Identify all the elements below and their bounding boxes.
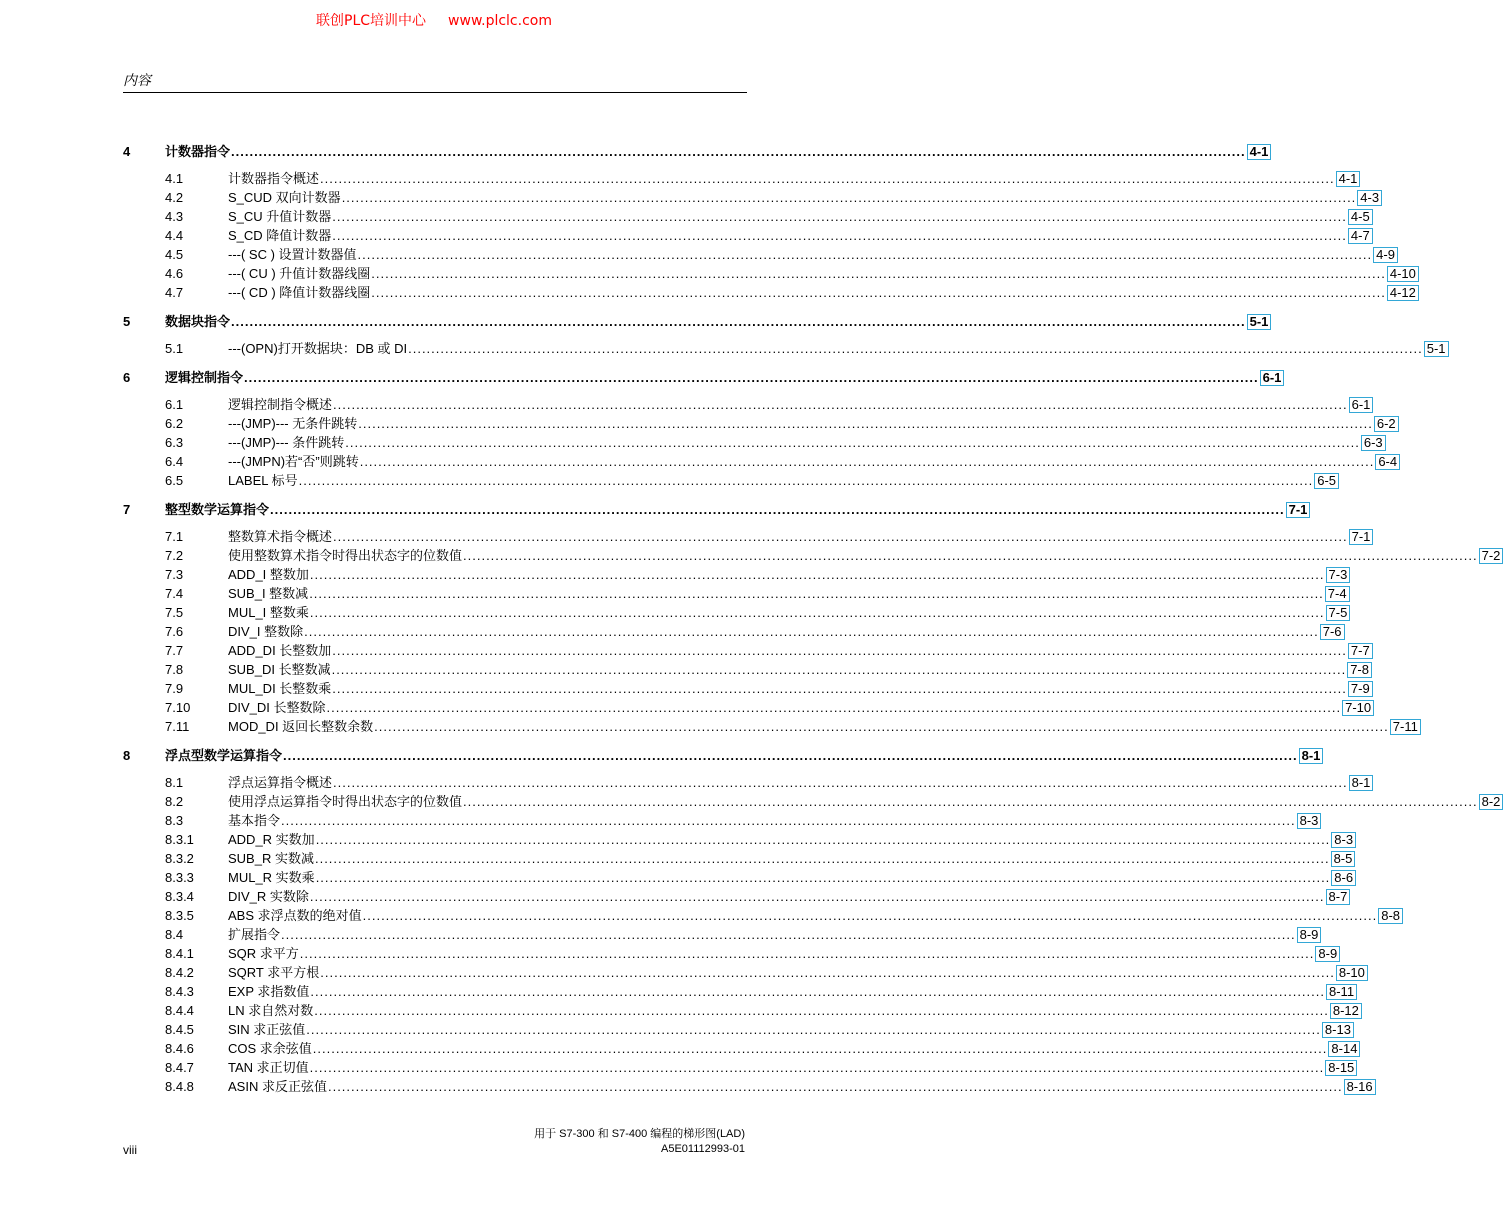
toc-entry-number: 6 — [123, 370, 131, 385]
toc-entry-title[interactable]: SIN 求正弦值 — [228, 1022, 306, 1037]
toc-entry-title[interactable]: ASIN 求反正弦值 — [228, 1079, 327, 1094]
toc-entry-number: 8.4.1 — [165, 946, 194, 961]
toc-page-link[interactable]: 8-5 — [1331, 851, 1356, 867]
toc-entry-line — [165, 501, 1308, 518]
toc-leader-dots: ............................................................................................................................................................................................................................ — [463, 548, 1478, 563]
toc-entry-number: 8.4.3 — [165, 984, 194, 999]
toc-entry-title[interactable]: EXP 求指数值 — [228, 984, 310, 999]
toc-chapter-row[interactable] — [0, 369, 1282, 386]
toc-section-row[interactable] — [0, 1021, 1351, 1038]
toc-section-row[interactable] — [0, 604, 1348, 621]
toc-entry-title[interactable]: ADD_I 整数加 — [228, 567, 309, 582]
toc-entry-title[interactable]: ---(OPN)打开数据块：DB 或 DI — [228, 341, 408, 356]
toc-page-link[interactable]: 7-5 — [1326, 605, 1351, 621]
toc-page-link[interactable]: 8-6 — [1331, 870, 1356, 886]
toc-entry-title[interactable]: ADD_R 实数加 — [228, 832, 315, 847]
toc-entry-line — [228, 1059, 1355, 1076]
toc-section-row[interactable] — [0, 396, 1371, 413]
toc-entry-line — [228, 812, 1319, 829]
toc-entry-number: 4 — [123, 144, 131, 159]
toc-leader-dots: ............................................................................................................................................................................................................................ — [374, 719, 1389, 734]
toc-leader-dots: ............................................................................................................................................................................................................................ — [463, 794, 1478, 809]
toc-entry-number: 6.3 — [165, 435, 184, 450]
toc-entry-title[interactable]: 数据块指令 — [165, 314, 231, 329]
toc-leader-dots: ............................................................................................................................................................................................................................ — [315, 870, 1331, 885]
toc-entry-number: 7.9 — [165, 681, 184, 696]
toc-entry-title[interactable]: S_CU 升值计数器 — [228, 209, 332, 224]
toc-page-link[interactable]: 4-12 — [1387, 285, 1419, 301]
toc-leader-dots: ............................................................................................................................................................................................................................ — [331, 662, 1347, 677]
toc-page-link[interactable]: 4-1 — [1336, 171, 1361, 187]
toc-page-link[interactable]: 8-12 — [1330, 1003, 1362, 1019]
toc-entry-title[interactable]: ---(JMP)--- 条件跳转 — [228, 435, 345, 450]
toc-entry-number: 4.2 — [165, 190, 184, 205]
toc-entry-line — [228, 208, 1370, 225]
toc-section-row[interactable] — [0, 793, 1501, 810]
toc-section-row[interactable] — [0, 284, 1416, 301]
toc-entry-title[interactable]: SQRT 求平方根 — [228, 965, 320, 980]
toc-entry-number: 7.5 — [165, 605, 184, 620]
toc-leader-dots: ............................................................................................................................................................................................................................ — [310, 984, 1325, 999]
toc-leader-dots: ............................................................................................................................................................................................................................ — [359, 454, 1375, 469]
toc-page-link[interactable]: 4-9 — [1373, 247, 1398, 263]
toc-entry-number: 7.8 — [165, 662, 184, 677]
toc-entry-line — [228, 774, 1371, 791]
toc-page-link[interactable]: 5-1 — [1424, 341, 1449, 357]
toc-page-link[interactable]: 8-15 — [1325, 1060, 1357, 1076]
toc-section-row[interactable] — [0, 585, 1347, 602]
toc-entry-title[interactable]: MUL_I 整数乘 — [228, 605, 309, 620]
toc-entry-number: 7.2 — [165, 548, 184, 563]
toc-page-link[interactable]: 6-1 — [1349, 397, 1374, 413]
toc-entry-line — [228, 983, 1355, 1000]
toc-entry-line — [228, 434, 1383, 451]
footer-book-title: 用于 S7-300 和 S7-400 编程的梯形图(LAD) — [534, 1128, 745, 1140]
toc-section-row[interactable] — [0, 1002, 1359, 1019]
toc-page-link[interactable]: 7-2 — [1479, 548, 1503, 564]
toc-entry-number: 7.4 — [165, 586, 184, 601]
toc-page-link[interactable]: 4-7 — [1348, 228, 1373, 244]
toc-entry-number: 7 — [123, 502, 131, 517]
toc-leader-dots: ............................................................................................................................................................................................................................ — [270, 502, 1285, 517]
toc-section-row[interactable] — [0, 528, 1371, 545]
toc-entry-number: 8.3 — [165, 813, 184, 828]
toc-section-row[interactable] — [0, 774, 1371, 791]
toc-section-row[interactable] — [0, 472, 1337, 489]
toc-page-link[interactable]: 7-9 — [1348, 681, 1373, 697]
toc-section-row[interactable] — [0, 642, 1370, 659]
toc-entry-line — [228, 1002, 1359, 1019]
toc-entry-line — [228, 926, 1319, 943]
toc-page-link[interactable]: 8-9 — [1315, 946, 1340, 962]
toc-section-row[interactable] — [0, 907, 1401, 924]
toc-page-link[interactable]: 6-3 — [1361, 435, 1386, 451]
toc-entry-title[interactable]: MUL_R 实数乘 — [228, 870, 315, 885]
toc-leader-dots: ............................................................................................................................................................................................................................ — [231, 314, 1246, 329]
toc-entry-title[interactable]: 整型数学运算指令 — [165, 502, 270, 517]
toc-leader-dots: ............................................................................................................................................................................................................................ — [281, 927, 1296, 942]
toc-entry-number: 8.4.4 — [165, 1003, 194, 1018]
toc-entry-title[interactable]: SUB_DI 长整数减 — [228, 662, 331, 677]
toc-entry-title[interactable]: ABS 求浮点数的绝对值 — [228, 908, 362, 923]
toc-leader-dots: ............................................................................................................................................................................................................................ — [231, 144, 1246, 159]
footer-page-number: viii — [123, 1143, 137, 1157]
footer-doc-number: A5E01112993-01 — [661, 1143, 745, 1155]
toc-leader-dots: ............................................................................................................................................................................................................................ — [309, 889, 1325, 904]
watermark-name: 联创PLC培训中心 — [316, 13, 427, 29]
toc-entry-line — [228, 604, 1348, 621]
toc-entry-number: 4.3 — [165, 209, 184, 224]
toc-entry-number: 8.3.3 — [165, 870, 194, 885]
toc-entry-number: 8.4.2 — [165, 965, 194, 980]
toc-section-row[interactable] — [0, 699, 1372, 716]
toc-page-link[interactable]: 7-6 — [1320, 624, 1345, 640]
toc-entry-line — [228, 680, 1370, 697]
toc-entry-number: 6.4 — [165, 454, 184, 469]
toc-entry-line — [228, 189, 1380, 206]
toc-section-row[interactable] — [0, 623, 1342, 640]
toc-section-row[interactable] — [0, 812, 1319, 829]
toc-entry-number: 7.3 — [165, 567, 184, 582]
toc-chapter-row[interactable] — [0, 313, 1269, 330]
toc-section-row[interactable] — [0, 680, 1370, 697]
toc-page-link[interactable]: 8-14 — [1328, 1041, 1360, 1057]
toc-page-link[interactable]: 8-11 — [1326, 984, 1357, 1000]
toc-entry-line — [228, 793, 1501, 810]
toc-entry-line — [228, 528, 1371, 545]
toc-leader-dots: ............................................................................................................................................................................................................................ — [283, 748, 1298, 763]
toc-entry-number: 8.4.5 — [165, 1022, 194, 1037]
toc-section-row[interactable] — [0, 926, 1319, 943]
toc-entry-title[interactable]: 浮点型数学运算指令 — [165, 748, 283, 763]
toc-entry-number: 7.11 — [165, 719, 190, 734]
toc-leader-dots: ............................................................................................................................................................................................................................ — [298, 473, 1314, 488]
toc-entry-number: 5 — [123, 314, 131, 329]
toc-entry-title[interactable]: 使用浮点运算指令时得出状态字的位数值 — [228, 794, 463, 809]
toc-page-link[interactable]: 8-2 — [1479, 794, 1503, 810]
toc-leader-dots: ............................................................................................................................................................................................................................ — [333, 397, 1348, 412]
toc-page-link[interactable]: 8-3 — [1297, 813, 1322, 829]
toc-section-row[interactable] — [0, 1059, 1355, 1076]
toc-section-row[interactable] — [0, 945, 1338, 962]
toc-section-row[interactable] — [0, 718, 1418, 735]
toc-entry-title[interactable]: MUL_DI 长整数乘 — [228, 681, 332, 696]
toc-entry-number: 4.7 — [165, 285, 184, 300]
toc-section-row[interactable] — [0, 227, 1370, 244]
toc-entry-number: 8.2 — [165, 794, 184, 809]
toc-leader-dots: ............................................................................................................................................................................................................................ — [371, 285, 1386, 300]
toc-section-row[interactable] — [0, 831, 1354, 848]
toc-entry-title[interactable]: 逻辑控制指令 — [165, 370, 244, 385]
toc-leader-dots: ............................................................................................................................................................................................................................ — [333, 775, 1348, 790]
toc-entry-title[interactable]: 使用整数算术指令时得出状态字的位数值 — [228, 548, 463, 563]
toc-entry-number: 6.5 — [165, 473, 184, 488]
toc-entry-line — [228, 1040, 1358, 1057]
toc-leader-dots: ............................................................................................................................................................................................................................ — [332, 228, 1347, 243]
toc-entry-title[interactable]: LABEL 标号 — [228, 473, 298, 488]
toc-entry-title[interactable]: SUB_R 实数减 — [228, 851, 314, 866]
toc-section-row[interactable] — [0, 265, 1416, 282]
toc-leader-dots: ............................................................................................................................................................................................................................ — [327, 1079, 1343, 1094]
toc-entry-line — [228, 1021, 1351, 1038]
toc-section-row[interactable] — [0, 189, 1380, 206]
toc-leader-dots: ............................................................................................................................................................................................................................ — [371, 266, 1386, 281]
toc-entry-title[interactable]: 扩展指令 — [228, 927, 281, 942]
toc-section-row[interactable] — [0, 208, 1370, 225]
toc-section-row[interactable] — [0, 453, 1398, 470]
toc-section-row[interactable] — [0, 415, 1396, 432]
toc-page-link[interactable]: 7-1 — [1286, 502, 1311, 518]
toc-page-link[interactable]: 7-3 — [1326, 567, 1351, 583]
toc-entry-line — [228, 888, 1348, 905]
toc-entry-line — [228, 547, 1501, 564]
toc-page-link[interactable]: 8-9 — [1297, 927, 1322, 943]
toc-section-row[interactable] — [0, 888, 1348, 905]
toc-entry-number: 8.4.7 — [165, 1060, 194, 1075]
toc-entry-line — [228, 585, 1347, 602]
toc-section-row[interactable] — [0, 1078, 1373, 1095]
toc-entry-title[interactable]: SQR 求平方 — [228, 946, 299, 961]
toc-section-row[interactable] — [0, 850, 1353, 867]
toc-chapter-row[interactable] — [0, 747, 1321, 764]
toc-leader-dots: ............................................................................................................................................................................................................................ — [408, 341, 1423, 356]
toc-leader-dots: ............................................................................................................................................................................................................................ — [314, 1003, 1329, 1018]
toc-leader-dots: ............................................................................................................................................................................................................................ — [320, 171, 1335, 186]
toc-page-link[interactable]: 8-8 — [1378, 908, 1403, 924]
toc-entry-line — [228, 850, 1353, 867]
toc-leader-dots: ............................................................................................................................................................................................................................ — [332, 681, 1347, 696]
toc-entry-line — [228, 623, 1342, 640]
toc-chapter-row[interactable] — [0, 143, 1269, 160]
toc-page-link[interactable]: 4-3 — [1357, 190, 1382, 206]
toc-section-row[interactable] — [0, 661, 1369, 678]
toc-section-row[interactable] — [0, 246, 1395, 263]
toc-entry-line — [228, 265, 1416, 282]
toc-entry-number: 8.4 — [165, 927, 184, 942]
toc-entry-title[interactable]: DIV_DI 长整数除 — [228, 700, 326, 715]
toc-section-row[interactable] — [0, 983, 1355, 1000]
toc-entry-number: 7.6 — [165, 624, 184, 639]
toc-entry-line — [228, 699, 1372, 716]
toc-entry-title[interactable]: MOD_DI 返回长整数余数 — [228, 719, 374, 734]
toc-entry-line — [165, 747, 1321, 764]
toc-page-link[interactable]: 4-1 — [1247, 144, 1272, 160]
toc-entry-line — [228, 340, 1446, 357]
toc-entry-number: 4.4 — [165, 228, 184, 243]
toc-entry-line — [228, 246, 1395, 263]
toc-entry-title[interactable]: DIV_R 实数除 — [228, 889, 309, 904]
toc-entry-line — [228, 227, 1370, 244]
toc-entry-title[interactable]: COS 求余弦值 — [228, 1041, 312, 1056]
toc-entry-line — [228, 907, 1401, 924]
page-header-title: 内容 — [123, 73, 151, 89]
toc-entry-title[interactable]: ADD_DI 长整数加 — [228, 643, 332, 658]
toc-entry-title[interactable]: 计数器指令 — [165, 144, 231, 159]
toc-leader-dots: ............................................................................................................................................................................................................................ — [312, 1041, 1328, 1056]
toc-page-link[interactable]: 8-7 — [1326, 889, 1351, 905]
toc-leader-dots: ............................................................................................................................................................................................................................ — [341, 190, 1357, 205]
toc-leader-dots: ............................................................................................................................................................................................................................ — [358, 416, 1373, 431]
toc-page-link[interactable]: 8-1 — [1299, 748, 1324, 764]
toc-chapter-row[interactable] — [0, 501, 1308, 518]
toc-entry-line — [228, 661, 1369, 678]
toc-entry-line — [228, 453, 1398, 470]
toc-section-row[interactable] — [0, 869, 1354, 886]
toc-leader-dots: ............................................................................................................................................................................................................................ — [326, 700, 1342, 715]
toc-leader-dots: ............................................................................................................................................................................................................................ — [357, 247, 1373, 262]
toc-leader-dots: ............................................................................................................................................................................................................................ — [244, 370, 1259, 385]
toc-entry-line — [228, 415, 1396, 432]
toc-leader-dots: ............................................................................................................................................................................................................................ — [333, 529, 1348, 544]
toc-entry-title[interactable]: 计数器指令概述 — [228, 171, 320, 186]
toc-entry-number: 5.1 — [165, 341, 184, 356]
toc-entry-title[interactable]: ---( CD ) 降值计数器线圈 — [228, 285, 371, 300]
toc-entry-number: 6.1 — [165, 397, 184, 412]
toc-section-row[interactable] — [0, 566, 1348, 583]
watermark-url[interactable]: www.plclc.com — [448, 13, 552, 29]
toc-entry-line — [228, 642, 1370, 659]
toc-leader-dots: ............................................................................................................................................................................................................................ — [299, 946, 1315, 961]
toc-page-link[interactable]: 4-10 — [1387, 266, 1419, 282]
toc-leader-dots: ............................................................................................................................................................................................................................ — [309, 605, 1325, 620]
toc-page-link[interactable]: 8-13 — [1322, 1022, 1354, 1038]
toc-entry-number: 8.4.6 — [165, 1041, 194, 1056]
toc-leader-dots: ............................................................................................................................................................................................................................ — [281, 813, 1296, 828]
toc-entry-number: 7.1 — [165, 529, 184, 544]
toc-page-link[interactable]: 7-7 — [1348, 643, 1373, 659]
toc-entry-line — [165, 313, 1269, 330]
toc-entry-title[interactable]: SUB_I 整数减 — [228, 586, 309, 601]
toc-page-link[interactable]: 6-4 — [1375, 454, 1400, 470]
toc-entry-title[interactable]: DIV_I 整数除 — [228, 624, 304, 639]
toc-entry-line — [165, 369, 1282, 386]
toc-page-link[interactable]: 4-5 — [1348, 209, 1373, 225]
toc-entry-line — [228, 1078, 1373, 1095]
toc-entry-number: 7.7 — [165, 643, 184, 658]
header-divider — [123, 92, 747, 93]
toc-entry-line — [228, 831, 1354, 848]
toc-page-link[interactable]: 7-8 — [1347, 662, 1372, 678]
toc-entry-line — [228, 718, 1418, 735]
toc-entry-title[interactable]: ---(JMP)--- 无条件跳转 — [228, 416, 358, 431]
toc-leader-dots: ............................................................................................................................................................................................................................ — [320, 965, 1335, 980]
toc-entry-number: 4.1 — [165, 171, 184, 186]
toc-entry-title[interactable]: ---( CU ) 升值计数器线圈 — [228, 266, 371, 281]
toc-entry-title[interactable]: LN 求自然对数 — [228, 1003, 314, 1018]
toc-leader-dots: ............................................................................................................................................................................................................................ — [345, 435, 1360, 450]
toc-entry-number: 4.5 — [165, 247, 184, 262]
toc-section-row[interactable] — [0, 340, 1446, 357]
toc-entry-title[interactable]: 整数算术指令概述 — [228, 529, 333, 544]
toc-entry-line — [228, 284, 1416, 301]
toc-entry-line — [165, 143, 1269, 160]
toc-entry-line — [228, 964, 1365, 981]
toc-section-row[interactable] — [0, 547, 1501, 564]
toc-leader-dots: ............................................................................................................................................................................................................................ — [309, 1060, 1325, 1075]
toc-section-row[interactable] — [0, 964, 1365, 981]
toc-entry-title[interactable]: 浮点运算指令概述 — [228, 775, 333, 790]
toc-page-link[interactable]: 7-1 — [1349, 529, 1374, 545]
toc-entry-line — [228, 566, 1348, 583]
toc-entry-number: 8.1 — [165, 775, 184, 790]
toc-entry-number: 8.4.8 — [165, 1079, 194, 1094]
toc-entry-title[interactable]: ---(JMPN)若“否”则跳转 — [228, 454, 359, 469]
toc-leader-dots: ............................................................................................................................................................................................................................ — [332, 643, 1347, 658]
toc-leader-dots: ............................................................................................................................................................................................................................ — [362, 908, 1378, 923]
toc-page-link[interactable]: 6-2 — [1374, 416, 1399, 432]
toc-leader-dots: ............................................................................................................................................................................................................................ — [306, 1022, 1321, 1037]
toc-page-link[interactable]: 8-16 — [1344, 1079, 1376, 1095]
watermark — [0, 10, 868, 30]
toc-leader-dots: ............................................................................................................................................................................................................................ — [332, 209, 1347, 224]
toc-entry-line — [228, 170, 1358, 187]
toc-entry-number: 7.10 — [165, 700, 191, 715]
toc-entry-title[interactable]: S_CUD 双向计数器 — [228, 190, 341, 205]
toc-entry-number: 6.2 — [165, 416, 184, 431]
toc-leader-dots: ............................................................................................................................................................................................................................ — [309, 567, 1325, 582]
toc-entry-number: 8 — [123, 748, 131, 763]
toc-entry-line — [228, 472, 1337, 489]
toc-entry-title[interactable]: 基本指令 — [228, 813, 281, 828]
toc-page-link[interactable]: 5-1 — [1247, 314, 1272, 330]
toc-leader-dots: ............................................................................................................................................................................................................................ — [315, 832, 1331, 847]
toc-entry-line — [228, 869, 1354, 886]
toc-entry-title[interactable]: 逻辑控制指令概述 — [228, 397, 333, 412]
toc-entry-line — [228, 396, 1371, 413]
toc-entry-number: 8.3.4 — [165, 889, 194, 904]
toc-page-link[interactable]: 8-10 — [1336, 965, 1368, 981]
toc-page-link[interactable]: 7-10 — [1342, 700, 1374, 716]
toc-section-row[interactable] — [0, 434, 1383, 451]
toc-section-row[interactable] — [0, 1040, 1358, 1057]
toc-entry-number: 8.3.1 — [165, 832, 194, 847]
toc-entry-number: 8.3.2 — [165, 851, 194, 866]
toc-entry-number: 8.3.5 — [165, 908, 194, 923]
toc-entry-title[interactable]: ---( SC ) 设置计数器值 — [228, 247, 357, 262]
toc-page-link[interactable]: 8-1 — [1349, 775, 1374, 791]
toc-page-link[interactable]: 7-4 — [1325, 586, 1350, 602]
toc-leader-dots: ............................................................................................................................................................................................................................ — [314, 851, 1330, 866]
toc-leader-dots: ............................................................................................................................................................................................................................ — [309, 586, 1324, 601]
toc-leader-dots: ............................................................................................................................................................................................................................ — [304, 624, 1319, 639]
toc-page-link[interactable]: 6-5 — [1314, 473, 1339, 489]
toc-page-link[interactable]: 8-3 — [1331, 832, 1356, 848]
toc-entry-title[interactable]: TAN 求正切值 — [228, 1060, 309, 1075]
toc-page-link[interactable]: 7-11 — [1390, 719, 1421, 735]
toc-entry-title[interactable]: S_CD 降值计数器 — [228, 228, 332, 243]
toc-entry-number: 4.6 — [165, 266, 184, 281]
toc-entry-line — [228, 945, 1338, 962]
toc-page-link[interactable]: 6-1 — [1260, 370, 1285, 386]
toc-section-row[interactable] — [0, 170, 1358, 187]
